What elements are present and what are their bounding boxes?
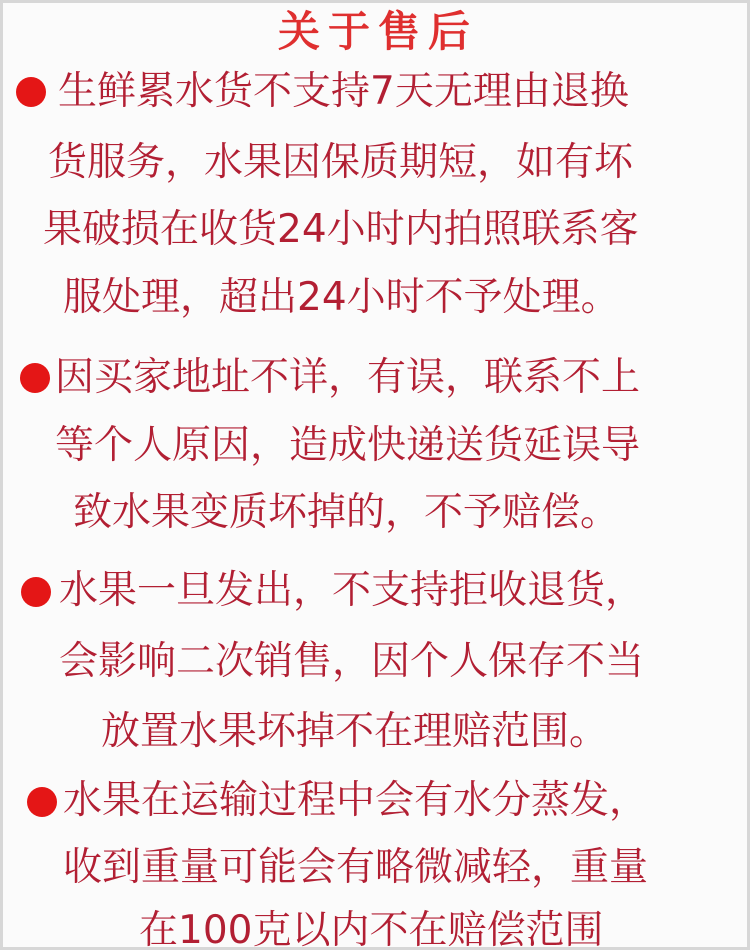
notice-line: 服处理，超出24小时不予处理。	[63, 275, 620, 320]
notice-line: 收到重量可能会有略微减轻，重量	[63, 845, 649, 890]
notice-line: 致水果变质坏掉的，不予赔偿。	[73, 490, 620, 535]
page-title: 关于售后	[277, 7, 478, 56]
notice-line: 货服务，水果因保质期短，如有坏	[48, 140, 634, 185]
notice-line: 等个人原因，造成快递送货延误导	[55, 423, 641, 468]
bullet-icon	[20, 363, 50, 393]
notice-line: 水果一旦发出，不支持拒收退货，	[59, 568, 645, 613]
notice-line: 会影响二次销售，因个人保存不当	[59, 639, 645, 684]
notice-line: 在100克以内不在赔偿范围	[139, 908, 604, 950]
notice-line: 因买家地址不详，有误，联系不上	[55, 355, 641, 400]
notice-line: 水果在运输过程中会有水分蒸发，	[63, 778, 649, 823]
bullet-icon	[21, 577, 51, 607]
bullet-icon	[27, 787, 57, 817]
notice-line: 放置水果坏掉不在理赔范围。	[101, 709, 609, 754]
notice-line: 生鲜累水货不支持7天无理由退换	[58, 69, 629, 114]
notice-line: 果破损在收货24小时内拍照联系客	[43, 207, 639, 252]
